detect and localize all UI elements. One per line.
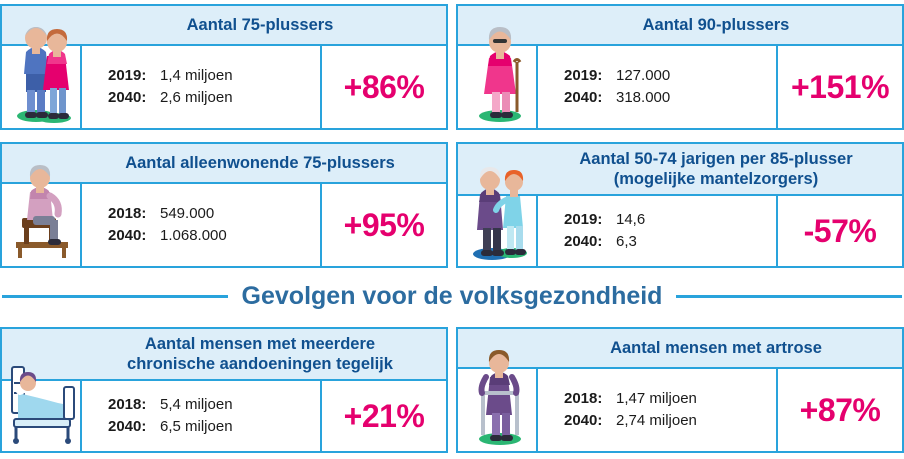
stat-value: 1,4 miljoen bbox=[160, 67, 233, 84]
stat-row bbox=[564, 410, 776, 432]
card-aantal-mensen-met-artrose bbox=[456, 327, 904, 453]
stat-value: 1,47 miljoen bbox=[616, 390, 697, 407]
stat-year: 2018: bbox=[108, 205, 147, 222]
card-title-line2: chronische aandoeningen tegelijk bbox=[127, 355, 393, 373]
percent-change: +86% bbox=[320, 46, 446, 128]
stat-year: 2018: bbox=[108, 396, 147, 413]
stat-year: 2019: bbox=[564, 211, 603, 228]
card-aantal-90-plussers bbox=[456, 4, 904, 130]
stat-value: 1.068.000 bbox=[160, 227, 227, 244]
caregiver-with-elderly-icon bbox=[462, 146, 538, 264]
stat-value: 5,4 miljoen bbox=[160, 396, 233, 413]
stat-row bbox=[564, 209, 776, 231]
stat-row bbox=[108, 65, 320, 87]
stat-row bbox=[564, 87, 776, 109]
stat-value: 2,6 miljoen bbox=[160, 89, 233, 106]
stat-value: 6,5 miljoen bbox=[160, 418, 233, 435]
stat-row bbox=[564, 231, 776, 253]
stat-value: 2,74 miljoen bbox=[616, 412, 697, 429]
stat-row bbox=[564, 65, 776, 87]
percent-change: +21% bbox=[320, 381, 446, 451]
card-aantal-alleenwonende-75-plussers bbox=[0, 142, 448, 268]
stat-value: 6,3 bbox=[616, 233, 637, 250]
percent-change: +95% bbox=[320, 184, 446, 266]
percent-change: -57% bbox=[776, 196, 902, 266]
stat-year: 2040: bbox=[108, 418, 147, 435]
stats-list bbox=[536, 196, 776, 266]
card-aantal-75-plussers bbox=[0, 4, 448, 130]
stats-list bbox=[80, 184, 320, 266]
stats-list bbox=[536, 46, 776, 128]
stats-list bbox=[80, 381, 320, 451]
divider-rule-left bbox=[2, 295, 228, 298]
card-title: Aantal alleenwonende 75-plussers bbox=[2, 144, 446, 184]
card-title-line1: Aantal mensen met meerdere bbox=[144, 335, 376, 353]
stat-year: 2040: bbox=[564, 412, 603, 429]
stat-value: 127.000 bbox=[616, 67, 671, 84]
stats-list bbox=[536, 369, 776, 451]
stat-row bbox=[108, 87, 320, 109]
stat-row bbox=[108, 225, 320, 247]
stat-row bbox=[564, 388, 776, 410]
card-title-line1: Aantal 50-74 jarigen per 85-plusser bbox=[579, 150, 853, 168]
stat-year: 2040: bbox=[564, 233, 603, 250]
seated-elderly-person-icon bbox=[6, 146, 82, 264]
stat-year: 2018: bbox=[564, 390, 603, 407]
bottom-card-grid bbox=[0, 323, 904, 453]
stats-list bbox=[80, 46, 320, 128]
stat-year: 2019: bbox=[564, 67, 603, 84]
stat-row bbox=[108, 394, 320, 416]
card-title-line2: (mogelijke mantelzorgers) bbox=[613, 170, 819, 188]
percent-change: +151% bbox=[776, 46, 902, 128]
card-title: Aantal 75-plussers bbox=[2, 6, 446, 46]
stat-row bbox=[108, 203, 320, 225]
stat-year: 2040: bbox=[564, 89, 603, 106]
card-aantal-mensen-met-meerdere-chronische-aandoeningen bbox=[0, 327, 448, 453]
card-title: Aantal 90-plussers bbox=[458, 6, 902, 46]
stat-year: 2040: bbox=[108, 227, 147, 244]
stat-row bbox=[108, 416, 320, 438]
couple-elderly-icon bbox=[6, 8, 82, 126]
stat-year: 2019: bbox=[108, 67, 147, 84]
section-divider bbox=[0, 282, 904, 311]
stat-value: 14,6 bbox=[616, 211, 646, 228]
card-title: Aantal mensen met artrose bbox=[458, 329, 902, 369]
percent-change: +87% bbox=[776, 369, 902, 451]
stat-year: 2040: bbox=[108, 89, 147, 106]
elderly-woman-cane-icon bbox=[462, 8, 538, 126]
stat-value: 549.000 bbox=[160, 205, 215, 222]
stat-value: 318.000 bbox=[616, 89, 671, 106]
person-with-walker-icon bbox=[462, 331, 538, 449]
section-title: Gevolgen voor de volksgezondheid bbox=[241, 282, 663, 310]
divider-rule-right bbox=[676, 295, 902, 298]
card-aantal-50-74-jarigen-per-85-plusser bbox=[456, 142, 904, 268]
patient-in-bed-icon bbox=[6, 331, 82, 449]
